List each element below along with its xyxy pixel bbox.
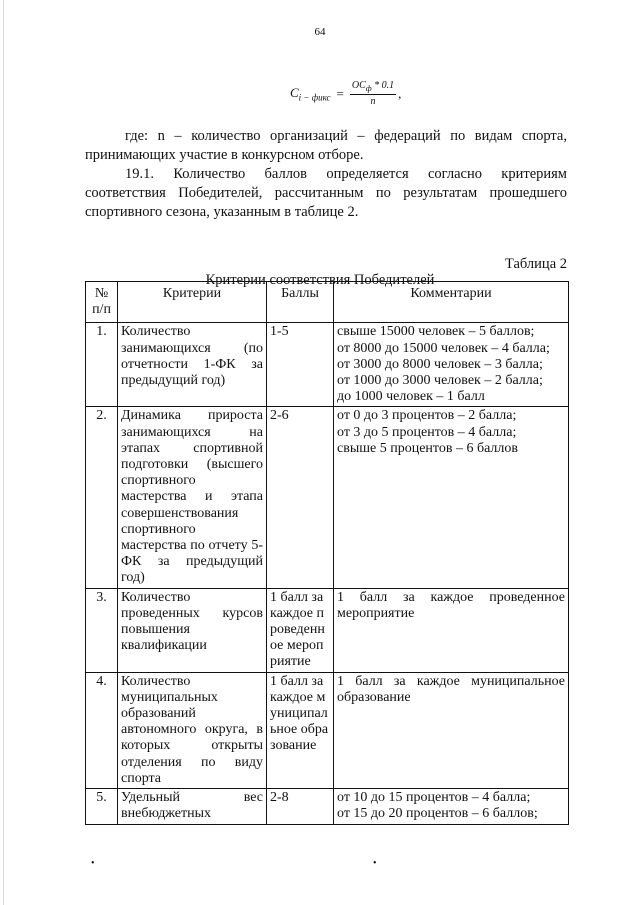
row-criteria: Количество занимающихся (по отчетности 1-ФК за предыдущий год) — [118, 323, 267, 407]
table-row — [86, 789, 569, 824]
header-points: Баллы — [267, 282, 334, 323]
page-number: 64 — [314, 26, 326, 38]
row-num: 5. — [86, 789, 118, 824]
table-row — [86, 323, 569, 407]
scan-dot: • — [373, 858, 377, 869]
row-num: 3. — [86, 588, 118, 672]
formula-lhs: $C_{i - фикс}$ — [290, 84, 331, 103]
table-row — [86, 407, 569, 588]
scan-dot: • — [91, 858, 95, 869]
table-header-row — [86, 282, 569, 323]
row-points: 1-5 — [267, 323, 334, 407]
table-row — [86, 672, 569, 788]
row-criteria: Динамика прироста занимающихся на этапах спортивной подготовки (высшего спортивного мастерства и этапа совершенствования спортивного мастерства по отчету 5-ФК за предыдущий год) — [118, 407, 267, 588]
row-comments: от 10 до 15 процентов – 4 балла; от 15 до 20 процентов – 6 баллов; — [334, 789, 569, 824]
row-points: 2-6 — [267, 407, 334, 588]
table-title: Критерии соответствия Победителей — [205, 272, 435, 288]
formula: $C_{i - фикс}$ = $\frac{ОС_ф * 0.1}{n}$ , — [290, 80, 402, 107]
row-points: 2-8 — [267, 789, 334, 824]
row-comments: от 0 до 3 процентов – 2 балла; от 3 до 5 процентов – 4 балла; свыше 5 процентов – 6 баллов — [334, 407, 569, 588]
row-criteria: Удельный вес внебюджетных — [118, 789, 267, 824]
paragraph-where: где: n – количество организаций – федераций по видам спорта, принимающих участие в конкурсном отборе. — [85, 128, 567, 163]
formula-fraction: $\frac{ОС_ф * 0.1}{n}$ — [351, 80, 395, 107]
row-criteria: Количество проведенных курсов повышения квалификации — [118, 588, 267, 672]
table-row — [86, 588, 569, 672]
row-num: 2. — [86, 407, 118, 588]
header-comments: Комментарии — [334, 282, 569, 323]
criteria-table — [85, 281, 569, 825]
row-points: 1 балл за каждое муниципальное образование — [267, 672, 334, 788]
row-criteria: Количество муниципальных образований автономного округа, в которых открыты отделения по виду спорта — [118, 672, 267, 788]
row-comments: 1 балл за каждое проведенное мероприятие — [334, 588, 569, 672]
row-points: 1 балл за каждое проведенное мероприятие — [267, 588, 334, 672]
table-label: Таблица 2 — [504, 256, 567, 272]
row-num: 4. — [86, 672, 118, 788]
header-num: № п/п — [86, 282, 118, 323]
row-num: 1. — [86, 323, 118, 407]
paragraph-19-1: 19.1. Количество баллов определяется согласно критериям соответствия Победителей, рассчитанным по результатам прошедшего спортивного сезона, указанным в таблице 2. — [85, 166, 567, 220]
header-criteria: Критерии — [118, 282, 267, 323]
row-comments: 1 балл за каждое муниципальное образование — [334, 672, 569, 788]
page-edge-line — [3, 0, 4, 905]
row-comments: свыше 15000 человек – 5 баллов; от 8000 до 15000 человек – 4 балла; от 3000 до 8000 человек – 3 балла; от 1000 до 3000 человек – 2 балла; до 1000 человек – 1 балл — [334, 323, 569, 407]
